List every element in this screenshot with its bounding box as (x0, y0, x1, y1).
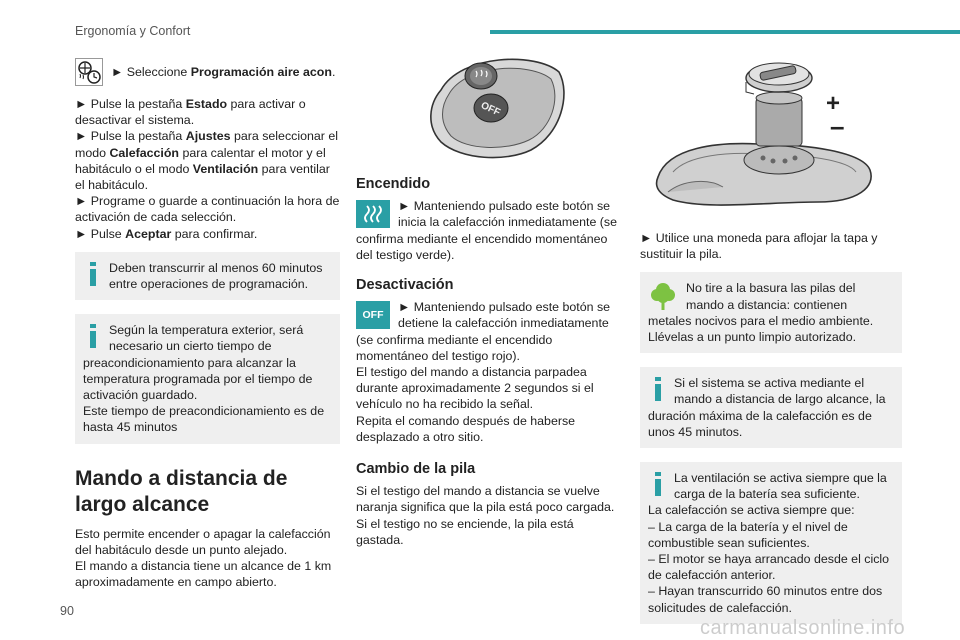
svg-text:OFF: OFF (478, 100, 502, 119)
desactivacion-block: OFF ► Manteniendo pulsado este botón se detiene la calefacción inmediatamente (se confirma mediante el encendido momentáneo del testigo rojo). El testigo del mando a distancia parpadea durante aproximadamente 2 segundos si el vehículo no ha recibido la señal. Repita el comando después de haberse desplazado a otro sitio. (356, 300, 611, 444)
info-icon (652, 472, 664, 496)
encendido-title: Encendido (356, 176, 431, 192)
column-left (75, 58, 340, 590)
encendido-block: ► Manteniendo pulsado este botón se inicia la calefacción inmediatamente (se confirma mediante el encendido momentáneo del testigo verde). (356, 199, 618, 262)
column-right (640, 58, 902, 624)
select-aircon-line: ► Seleccione Programación aire acon. (75, 58, 340, 86)
heating-button-icon (356, 200, 390, 228)
tree-eco-icon (648, 280, 678, 312)
steps-block (75, 96, 340, 242)
plus-symbol: + (826, 90, 841, 117)
column-middle (356, 58, 624, 548)
note-conditions: La ventilación se activa siempre que la carga de la batería sea suficiente. La calefacción se activa siempre que: – La carga de la batería y el nivel de combustible sean suficientes. – El motor se haya arrancado desde el ciclo de calefacción anterior. – Hayan transcurrido 60 minutos entre dos solicitudes de calefacción. (640, 462, 902, 624)
info-icon (87, 324, 99, 348)
cambio-pila-title: Cambio de la pila (356, 461, 476, 478)
cambio-pila-block: Si el testigo del mando a distancia se vuelve naranja significa que la pila está poco cargada. Si el testigo no se enciende, la pila está gastada. (356, 484, 615, 547)
info-icon (87, 262, 99, 286)
note-duration: Si el sistema se activa mediante el mando a distancia de largo alcance, la duración máxima de la calefacción es de unos 45 minutos. (640, 367, 902, 448)
section-title: Mando a distancia de largo alcance (75, 466, 288, 516)
off-button-icon: OFF (356, 301, 390, 329)
section-body: Esto permite encender o apagar la calefacción del habitáculo desde un punto alejado. El mando a distancia tiene un alcance de 1 km aproximadamente en campo abierto. (75, 526, 332, 590)
remote-control-illustration (421, 54, 571, 162)
running-header: Ergonomía y Confort (75, 24, 191, 38)
note-eco: No tire a la basura las pilas del mando a distancia: contienen metales nocivos para el medio ambiente. Llévelas a un punto limpio autorizado. (640, 272, 902, 353)
note-interval: Deben transcurrir al menos 60 minutos entre operaciones de programación. (75, 252, 340, 300)
climate-programming-icon (75, 58, 103, 86)
coin-instruction: ► Utilice una moneda para aflojar la tapa y sustituir la pila. (640, 231, 878, 262)
page-number: 90 (60, 604, 74, 618)
step-programe: ► Programe o guarde a continuación la hora de activación de cada selección. (75, 194, 340, 225)
info-icon (652, 377, 664, 401)
note-preconditioning: Según la temperatura exterior, será necesario un cierto tiempo de preacondicionamiento para alcanzar la temperatura programada por el tiempo de activación guardado. Este tiempo de preacondicionamiento es de hasta 45 minutos (75, 314, 340, 443)
minus-symbol: – (830, 111, 845, 141)
step-estado: ► Pulse la pestaña Estado para activar o desactivar el sistema. (75, 97, 306, 128)
header-accent-bar (490, 30, 960, 34)
desactivacion-title: Desactivación (356, 277, 454, 294)
watermark: carmanualsonline.info (700, 617, 906, 639)
step-aceptar: ► Pulse Aceptar para confirmar. (75, 226, 258, 241)
step-ajustes: ► Pulse la pestaña Ajustes para seleccionar el modo Calefacción para calentar el motor y el habitáculo o el modo Ventilación para ventilar el habitáculo. (75, 129, 338, 193)
